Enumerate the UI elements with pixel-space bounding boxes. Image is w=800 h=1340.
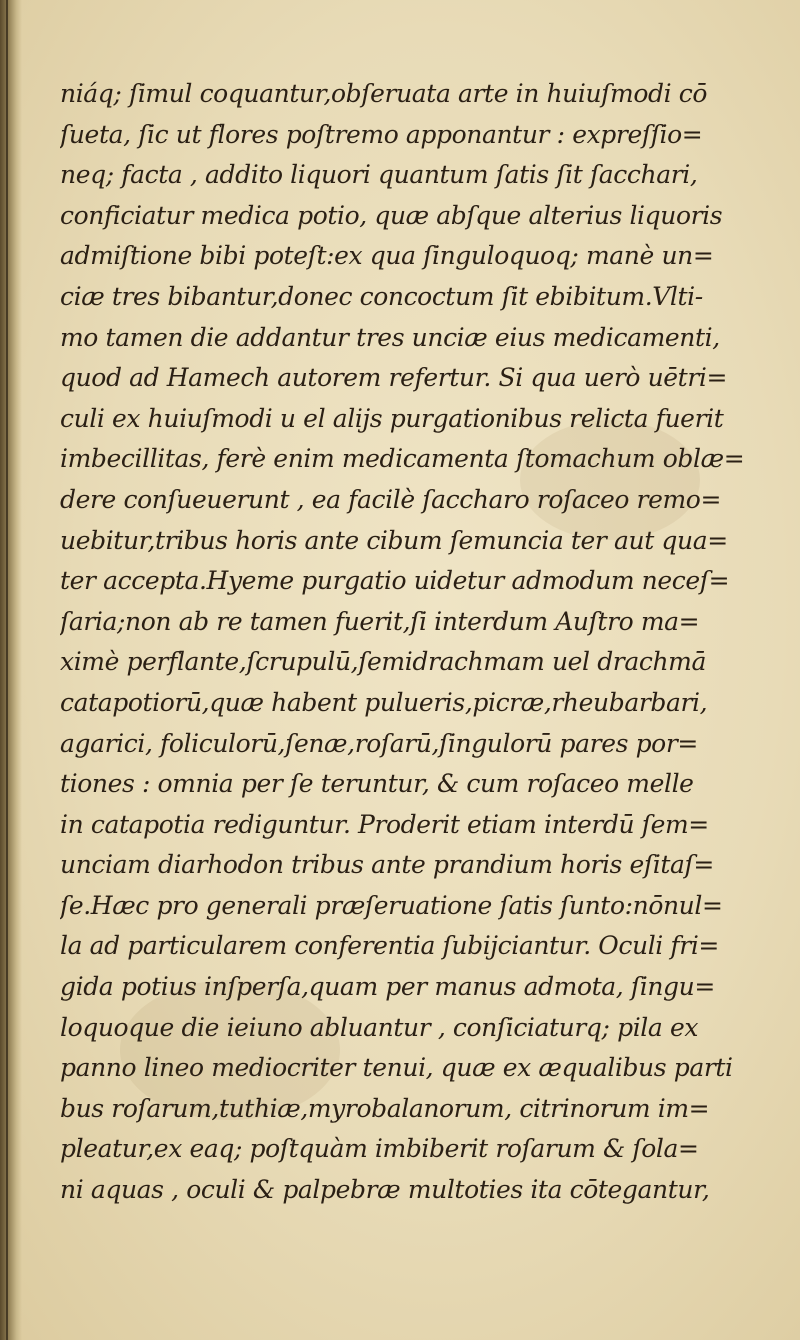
text-line: tiones : omnia per ſe teruntur, & cum roſaceo melle [60,769,694,799]
text-line: conficiatur medica potio, quæ abſque alterius liquoris [60,200,723,230]
text-line: culi ex huiuſmodi u el alijs purgationibus relicta fuerit [60,403,724,433]
text-line: agarici, foliculorū,ſenæ,roſarū,ſingulorū pares por= [60,728,698,758]
text-line: pleatur,ex eaq; poſtquàm imbiberit roſarum & ſola= [60,1134,699,1164]
text-line: catapotiorū,quæ habent pulueris,picræ,rheubarbari, [60,687,708,717]
text-line: ter accepta.Hyeme purgatio uidetur admodum neceſ= [60,566,730,596]
page-gutter-shadow [0,0,22,1340]
text-line: in catapotia rediguntur. Proderit etiam interdū ſem= [60,809,709,839]
text-line: mo tamen die addantur tres unciæ eius medicamenti, [60,322,720,352]
text-line: unciam diarhodon tribus ante prandium horis eſitaſ= [60,850,714,880]
text-line: niáq; ſimul coquantur,obſeruata arte in huiuſmodi cō [60,79,707,108]
text-line: ſe.Hæc pro generali præſeruatione ſatis ſunto:nōnul= [60,890,723,920]
text-line: la ad particularem conferentia ſubijciantur. Oculi fri= [60,931,719,961]
text-line: ſueta, ſic ut flores poſtremo apponantur : expreſſio= [60,119,703,149]
text-line: imbecillitas, ferè enim medicamenta ſtomachum oblæ= [60,444,745,474]
text-line: neq; facta , addito liquori quantum ſatis ſit ſacchari, [60,160,698,190]
text-line: gida potius inſperſa,quam per manus admota, ſingu= [60,972,715,1002]
text-line: ſaria;non ab re tamen fuerit,ſi interdum Auſtro ma= [60,606,700,636]
text-line: admiſtione bibi poteſt:ex qua ſinguloquoq; manè un= [60,241,714,271]
text-line: uebitur,tribus horis ante cibum ſemuncia ter aut qua= [60,525,728,555]
text-line: ni aquas , oculi & palpebræ multoties ita cōtegantur, [60,1175,710,1205]
text-line: panno lineo mediocriter tenui, quæ ex æqualibus parti [60,1053,733,1083]
binding-edge [6,0,8,1340]
page-text-block [60,74,750,1211]
text-line: quod ad Hamech autorem refertur. Si qua uerò uētri= [60,363,728,393]
text-line: loquoque die ieiuno abluantur , conſiciaturq; pila ex [60,1012,699,1042]
text-line: ximè perflante,ſcrupulū,ſemidrachmam uel drachmā [60,647,706,677]
text-line: dere conſueuerunt , ea facilè ſaccharo roſaceo remo= [60,484,721,514]
text-line: bus roſarum,tuthiæ,myrobalanorum, citrinorum im= [60,1093,710,1123]
text-line: ciæ tres bibantur,donec concoctum ſit ebibitum.Vlti- [60,281,703,311]
